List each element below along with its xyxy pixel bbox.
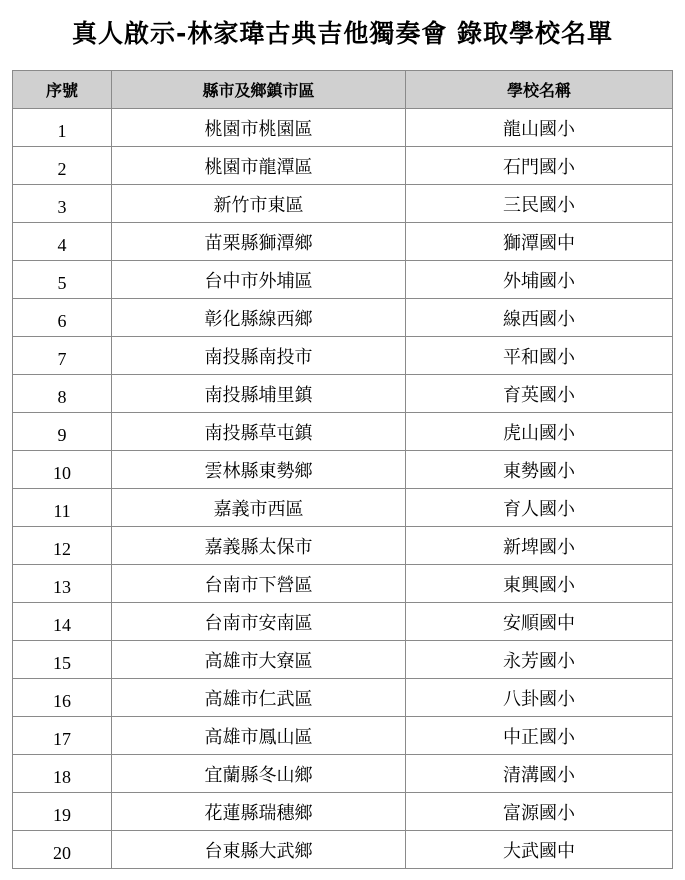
school-roster-table bbox=[12, 70, 673, 869]
table-row bbox=[13, 603, 673, 641]
row-school: 清溝國小 bbox=[406, 755, 673, 793]
table-row bbox=[13, 223, 673, 261]
table-row bbox=[13, 641, 673, 679]
row-region: 南投縣草屯鎮 bbox=[112, 413, 406, 451]
row-region: 高雄市大寮區 bbox=[112, 641, 406, 679]
row-number: 8 bbox=[13, 375, 112, 413]
table-row bbox=[13, 147, 673, 185]
row-number: 10 bbox=[13, 451, 112, 489]
row-region: 桃園市桃園區 bbox=[112, 109, 406, 147]
row-region: 彰化縣線西鄉 bbox=[112, 299, 406, 337]
table-row bbox=[13, 185, 673, 223]
row-school: 大武國中 bbox=[406, 831, 673, 869]
table-row bbox=[13, 793, 673, 831]
row-school: 石門國小 bbox=[406, 147, 673, 185]
table-row bbox=[13, 527, 673, 565]
row-region: 台中市外埔區 bbox=[112, 261, 406, 299]
row-school: 育人國小 bbox=[406, 489, 673, 527]
row-number: 13 bbox=[13, 565, 112, 603]
row-school: 富源國小 bbox=[406, 793, 673, 831]
row-region: 高雄市鳳山區 bbox=[112, 717, 406, 755]
page-title: 真人啟示-林家瑋古典吉他獨奏會 錄取學校名單 bbox=[71, 19, 614, 48]
row-school: 獅潭國中 bbox=[406, 223, 673, 261]
row-school: 龍山國小 bbox=[406, 109, 673, 147]
row-number: 18 bbox=[13, 755, 112, 793]
row-number: 16 bbox=[13, 679, 112, 717]
row-school: 新埤國小 bbox=[406, 527, 673, 565]
row-number: 15 bbox=[13, 641, 112, 679]
row-number: 1 bbox=[13, 109, 112, 147]
header-number: 序號 bbox=[13, 71, 112, 109]
row-region: 台東縣大武鄉 bbox=[112, 831, 406, 869]
row-number: 3 bbox=[13, 185, 112, 223]
row-region: 宜蘭縣冬山鄉 bbox=[112, 755, 406, 793]
row-school: 安順國中 bbox=[406, 603, 673, 641]
row-region: 嘉義市西區 bbox=[112, 489, 406, 527]
row-region: 南投縣埔里鎮 bbox=[112, 375, 406, 413]
row-school: 東興國小 bbox=[406, 565, 673, 603]
row-region: 雲林縣東勢鄉 bbox=[112, 451, 406, 489]
table-row bbox=[13, 755, 673, 793]
row-number: 7 bbox=[13, 337, 112, 375]
row-region: 高雄市仁武區 bbox=[112, 679, 406, 717]
table-row bbox=[13, 109, 673, 147]
row-region: 台南市安南區 bbox=[112, 603, 406, 641]
row-school: 外埔國小 bbox=[406, 261, 673, 299]
row-region: 新竹市東區 bbox=[112, 185, 406, 223]
row-number: 5 bbox=[13, 261, 112, 299]
table-row bbox=[13, 337, 673, 375]
table-row bbox=[13, 565, 673, 603]
row-school: 中正國小 bbox=[406, 717, 673, 755]
row-number: 9 bbox=[13, 413, 112, 451]
row-school: 虎山國小 bbox=[406, 413, 673, 451]
row-school: 線西國小 bbox=[406, 299, 673, 337]
table-header-row bbox=[13, 71, 673, 109]
row-number: 14 bbox=[13, 603, 112, 641]
row-school: 平和國小 bbox=[406, 337, 673, 375]
table-row bbox=[13, 831, 673, 869]
table-row bbox=[13, 261, 673, 299]
row-number: 17 bbox=[13, 717, 112, 755]
table-row bbox=[13, 375, 673, 413]
row-number: 20 bbox=[13, 831, 112, 869]
row-school: 三民國小 bbox=[406, 185, 673, 223]
row-region: 苗栗縣獅潭鄉 bbox=[112, 223, 406, 261]
row-number: 19 bbox=[13, 793, 112, 831]
header-school: 學校名稱 bbox=[406, 71, 673, 109]
row-region: 台南市下營區 bbox=[112, 565, 406, 603]
table-row bbox=[13, 299, 673, 337]
row-number: 4 bbox=[13, 223, 112, 261]
table-row bbox=[13, 451, 673, 489]
row-school: 東勢國小 bbox=[406, 451, 673, 489]
row-region: 南投縣南投市 bbox=[112, 337, 406, 375]
row-number: 6 bbox=[13, 299, 112, 337]
row-number: 12 bbox=[13, 527, 112, 565]
row-region: 桃園市龍潭區 bbox=[112, 147, 406, 185]
header-region: 縣市及鄉鎮市區 bbox=[112, 71, 406, 109]
row-school: 育英國小 bbox=[406, 375, 673, 413]
table-row bbox=[13, 413, 673, 451]
row-number: 11 bbox=[13, 489, 112, 527]
table-body bbox=[13, 109, 673, 869]
row-region: 嘉義縣太保市 bbox=[112, 527, 406, 565]
table-row bbox=[13, 717, 673, 755]
row-school: 永芳國小 bbox=[406, 641, 673, 679]
table-row bbox=[13, 679, 673, 717]
row-school: 八卦國小 bbox=[406, 679, 673, 717]
row-number: 2 bbox=[13, 147, 112, 185]
row-region: 花蓮縣瑞穗鄉 bbox=[112, 793, 406, 831]
table-row bbox=[13, 489, 673, 527]
